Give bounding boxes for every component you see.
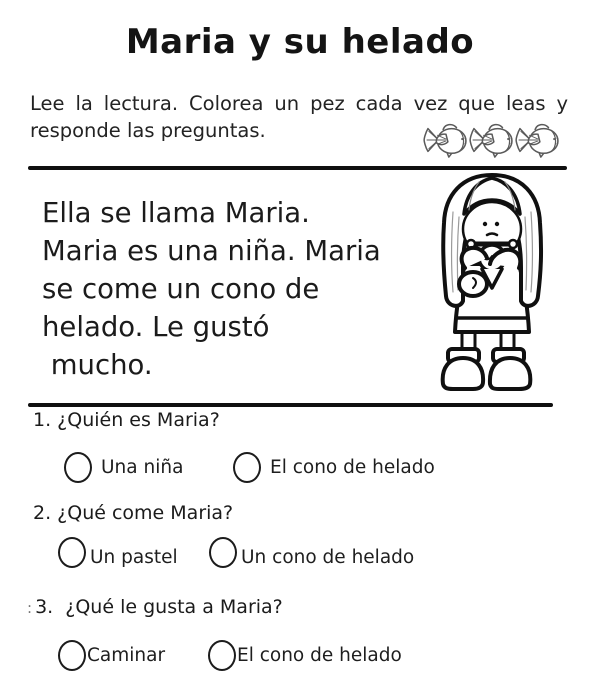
- passage-line: mucho.: [42, 349, 153, 381]
- option-el-cono-de-helado-2: [208, 640, 402, 671]
- answer-bubble[interactable]: [64, 452, 92, 483]
- divider-top: [28, 166, 567, 170]
- answer-bubble[interactable]: [208, 640, 236, 671]
- question-3-label: 3. ¿Qué le gusta a Maria?: [35, 596, 283, 618]
- question-1: 1. ¿Quién es Maria?: [33, 409, 220, 431]
- option-el-cono-de-helado: [233, 452, 435, 483]
- question-2-options: [58, 537, 414, 571]
- question-1-options: [64, 452, 435, 483]
- question-3-options: [58, 640, 402, 671]
- passage-line: helado. Le gustó: [42, 311, 270, 343]
- option-label: Una niña: [101, 457, 184, 478]
- answer-bubble[interactable]: [233, 452, 261, 483]
- reading-passage: [42, 194, 381, 384]
- option-una-nina: [64, 452, 233, 483]
- fish-icon[interactable]: [423, 121, 469, 159]
- answer-bubble[interactable]: [58, 537, 86, 568]
- option-label: Un pastel: [90, 547, 178, 568]
- answer-bubble[interactable]: [58, 640, 86, 671]
- passage-line: Ella se llama Maria.: [42, 197, 310, 229]
- option-label: Caminar: [87, 645, 166, 666]
- instructions-line2: responde las preguntas.: [30, 119, 266, 142]
- page-title: Maria y su helado: [125, 22, 475, 62]
- divider-bottom: [28, 403, 553, 407]
- scan-artifact-mark: :: [27, 599, 33, 617]
- fish-icon[interactable]: [515, 121, 561, 159]
- option-caminar: [58, 640, 208, 671]
- option-un-cono-de-helado: [209, 537, 414, 571]
- answer-bubble[interactable]: [209, 537, 237, 568]
- reading-tracker-fish-row: [423, 121, 561, 159]
- passage-line: se come un cono de: [42, 273, 320, 305]
- passage-line: Maria es una niña. Maria: [42, 235, 381, 267]
- question-3: [27, 596, 283, 618]
- option-un-pastel: [58, 537, 209, 571]
- option-label: El cono de helado: [237, 645, 402, 666]
- question-2: 2. ¿Qué come Maria?: [33, 502, 234, 524]
- option-label: El cono de helado: [270, 457, 435, 478]
- fish-icon[interactable]: [469, 121, 515, 159]
- girl-with-ice-cream-illustration: [429, 172, 555, 400]
- option-label: Un cono de helado: [241, 547, 415, 568]
- instructions-line1: Lee la lectura. Colorea un pez cada vez que leas y: [30, 92, 568, 115]
